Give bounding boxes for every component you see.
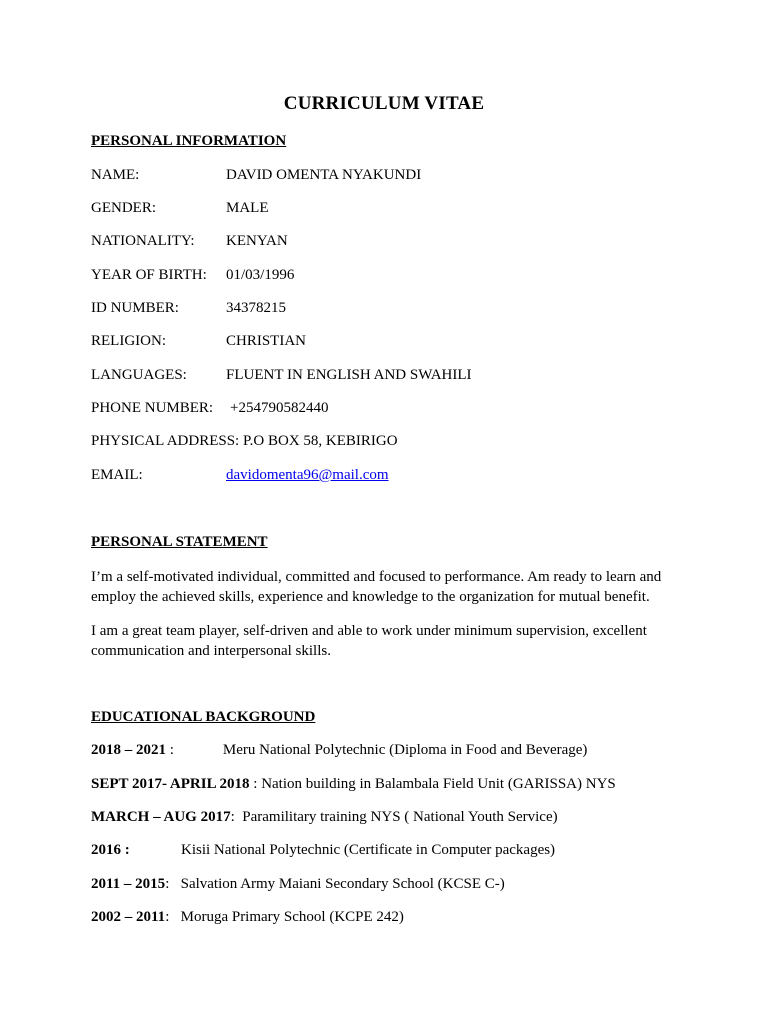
education-separator: : (249, 776, 258, 792)
education-entry (91, 876, 505, 893)
field-label: PHYSICAL ADDRESS: (91, 433, 240, 449)
statement-paragraph: I am a great team player, self-driven and able to work under minimum supervision, excellent communication and interpersonal skills. (91, 623, 647, 659)
field-value: FLUENT IN ENGLISH AND SWAHILI (226, 367, 472, 383)
education-entry (91, 809, 558, 826)
education-period: SEPT 2017- APRIL 2018 (91, 776, 250, 792)
field-label: NATIONALITY: (91, 233, 195, 249)
field-gender (91, 200, 269, 217)
education-period: 2016 : (91, 842, 130, 858)
education-period: 2011 – 2015 (91, 876, 166, 892)
education-separator: : (166, 742, 174, 758)
field-label: ID NUMBER: (91, 300, 179, 316)
education-period: MARCH – AUG 2017 (91, 809, 231, 825)
education-entry (91, 842, 555, 859)
education-detail: Meru National Polytechnic (Diploma in Food and Beverage) (222, 742, 588, 758)
education-detail: Kisii National Polytechnic (Certificate in Computer packages) (181, 842, 556, 858)
field-value: 34378215 (226, 300, 286, 316)
field-label: LANGUAGES: (91, 367, 187, 383)
education-entry (91, 909, 404, 926)
field-phone-number (91, 400, 328, 417)
education-separator: : (165, 876, 170, 892)
document-title: CURRICULUM VITAE (283, 93, 485, 114)
education-detail: Paramilitary training NYS ( National Youth Service) (242, 809, 558, 825)
education-period: 2002 – 2011 (91, 909, 166, 925)
education-detail: Nation building in Balambala Field Unit (GARISSA) NYS (261, 776, 616, 792)
education-detail: Salvation Army Maiani Secondary School (KCSE C-) (180, 876, 505, 892)
field-value: +254790582440 (230, 400, 329, 416)
field-label: YEAR OF BIRTH: (91, 267, 207, 283)
statement-paragraph: I’m a self-motivated individual, committed and focused to performance. Am ready to learn and employ the achieved skills, experience and knowledge to the organization for mutual benefit. (91, 569, 662, 605)
field-name (91, 167, 421, 184)
field-value: P.O BOX 58, KEBIRIGO (242, 433, 398, 449)
field-label: EMAIL: (91, 467, 143, 483)
education-separator: : (230, 809, 235, 825)
education-detail: Moruga Primary School (KCPE 242) (180, 909, 404, 925)
field-nationality (91, 233, 288, 250)
education-separator: : (165, 909, 170, 925)
field-email (91, 467, 389, 484)
field-value: MALE (226, 200, 269, 216)
field-year-of-birth (91, 267, 294, 284)
field-physical-address (91, 433, 398, 450)
email-link[interactable]: davidomenta96@mail.com (226, 467, 389, 483)
field-value: DAVID OMENTA NYAKUNDI (226, 167, 422, 183)
field-value: KENYAN (226, 233, 288, 249)
education-entry (91, 742, 587, 759)
education-entry (91, 776, 616, 793)
educational-background-heading: EDUCATIONAL BACKGROUND (91, 709, 316, 725)
field-value: CHRISTIAN (226, 333, 307, 349)
personal-information-heading: PERSONAL INFORMATION (91, 133, 287, 149)
field-label: RELIGION: (91, 333, 166, 349)
field-value: 01/03/1996 (226, 267, 295, 283)
field-label: PHONE NUMBER: (91, 400, 214, 416)
field-id-number (91, 300, 286, 317)
field-label: NAME: (91, 167, 140, 183)
education-period: 2018 – 2021 (91, 742, 166, 758)
field-languages (91, 367, 472, 384)
personal-statement-heading: PERSONAL STATEMENT (91, 534, 268, 550)
field-label: GENDER: (91, 200, 156, 216)
field-religion (91, 333, 306, 350)
